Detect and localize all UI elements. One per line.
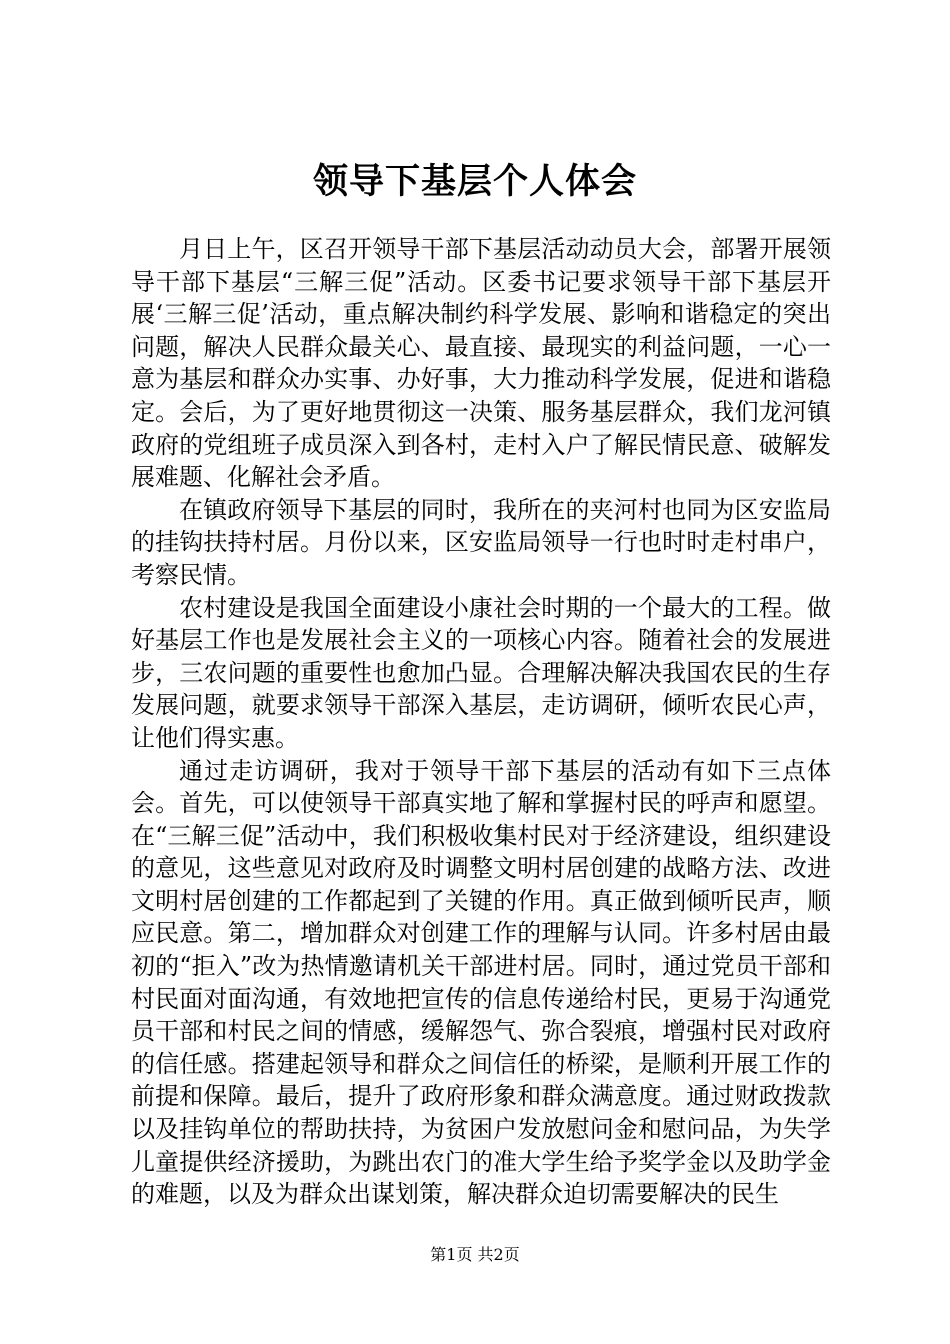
paragraph: 月日上午，区召开领导干部下基层活动动员大会，部署开展领导干部下基层“三解三促”活动。区委书记要求领导干部下基层开展‘三解三促’活动，重点解决制约科学发展、影响和谐稳定的突出问题，解决人民群众最关心、最直接、最现实的利益问题，一心一意为基层和群众办实事、办好事，大力推动科学发展，促进和谐稳定。会后，为了更好地贯彻这一决策、服务基层群众，我们龙河镇政府的党组班子成员深入到各村，走村入户了解民情民意、破解发展难题、化解社会矛盾。 — [131, 235, 831, 492]
paragraph: 农村建设是我国全面建设小康社会时期的一个最大的工程。做好基层工作也是发展社会主义的一项核心内容。随着社会的发展进步，三农问题的重要性也愈加凸显。合理解决解决我国农民的生存发展问题，就要求领导干部深入基层，走访调研，倾听农民心声，让他们得实惠。 — [131, 593, 831, 752]
document-body — [131, 233, 831, 1211]
page-number-footer: 第1页 共2页 — [430, 1245, 520, 1264]
paragraph: 通过走访调研，我对于领导干部下基层的活动有如下三点体会。首先，可以使领导干部真实地了解和掌握村民的呼声和愿望。在“三解三促”活动中，我们积极收集村民对于经济建设，组织建设的意见，这些意见对政府及时调整文明村居创建的战略方法、改进文明村居创建的工作都起到了关键的作用。真正做到倾听民声，顺应民意。第二，增加群众对创建工作的理解与认同。许多村居由最初的“拒入”改为热情邀请机关干部进村居。同时，通过党员干部和村民面对面沟通，有效地把宣传的信息传递给村民，更易于沟通党员干部和村民之间的情感，缓解怨气、弥合裂痕，增强村民对政府的信任感。搭建起领导和群众之间信任的桥梁，是顺利开展工作的前提和保障。最后，提升了政府形象和群众满意度。通过财政拨款以及挂钩单位的帮助扶持，为贫困户发放慰问金和慰问品，为失学儿童提供经济援助，为跳出农门的准大学生给予奖学金以及助学金的难题，以及为群众出谋划策，解决群众迫切需要解决的民生 — [131, 756, 831, 1209]
document-title: 领导下基层个人体会 — [312, 161, 637, 202]
paragraph: 在镇政府领导下基层的同时，我所在的夹河村也同为区安监局的挂钩扶持村居。月份以来，区安监局领导一行也时时走村串户，考察民情。 — [131, 495, 831, 589]
